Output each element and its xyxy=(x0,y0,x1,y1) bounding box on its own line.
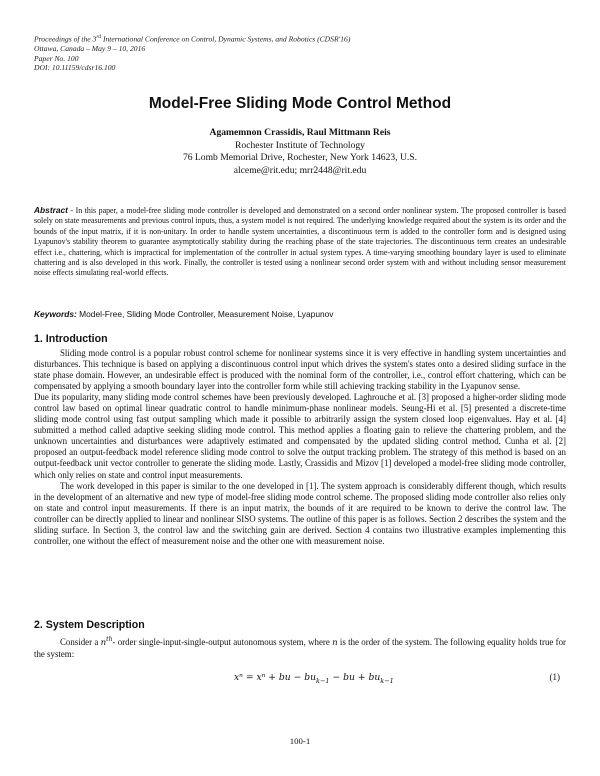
page-number: 100-1 xyxy=(289,736,311,746)
paragraph: The work developed in this paper is similar to the one developed in [1]. The system approach is considerably different though, which results in the development of an alternative and new type of model-free sliding mode control scheme. The proposed sliding mode controller also relies only on state and control input measurements. If there is an input matrix, the bounds of it are required to be known to derive the control law. The controller can be directly applied to linear and nonlinear SISO systems. The outline of this paper is as follows. Section 2 describes the system and the sliding surface. In Section 3, the control law and the switching gain are derived. Section 4 contains two illustrative examples implementing this controller, one without the effect of measurement noise and the other one with measurement noise. xyxy=(34,480,566,546)
introduction-body xyxy=(34,348,566,547)
keywords xyxy=(34,309,566,319)
proceedings-line: Proceedings of the 3rd International Conference on Control, Dynamic Systems, and Robotics (CDSR'16) xyxy=(34,34,351,44)
abstract-text: - In this paper, a model-free sliding mode controller is developed and demonstrated on a second order nonlinear system. The proposed controller is based solely on state measurements and previous control inputs, thus, a system model is not required. The underlying knowledge required about the system is its order and the bounds of the input matrix, if it is non-unitary. In order to handle system uncertainties, a discontinuous term is added to the controller form and is designed using Lyapunov's stability theorem to guarantee asymptotically stability during the reaching phase of the state trajectories. The discontinuous term creates an undesirable effect i.e., chattering, which is impractical for implementation of the controller in actual system types. A time-varying smoothing boundary layer is used to eliminate chattering and is also developed in this work. Finally, the controller is tested using a nonlinear second order system with and without including sensor measurement noise effects simulating real-world effects. xyxy=(34,206,566,278)
abstract-label: Abstract xyxy=(34,205,68,215)
section-heading-introduction: 1. Introduction xyxy=(34,333,108,345)
math-n: $n^{th}$ xyxy=(100,636,113,648)
paragraph: Sliding mode control is a popular robust control scheme for nonlinear systems since it is very effective in handling system uncertainties and disturbances. This technique is based on applying a discontinuous control input which drives the system's states onto a desired sliding surface in the state phase domain. However, an undesirable effect is produced with the nominal form of the controller, i.e., control effort chattering, which can be compensated by applying a smooth boundary layer into the controller form while still achieving tracking stability in the Lyapunov sense. xyxy=(34,348,566,392)
author-institution: Rochester Institute of Technology xyxy=(235,139,365,151)
conference-location: Ottawa, Canada – May 9 – 10, 2016 xyxy=(34,44,146,54)
paragraph: Consider a $n^{th}-$ order single-input-single-output autonomous system, where n is the order of the system. The following equality holds true for the system: xyxy=(34,636,566,659)
equation-body: xⁿ = xⁿ + bu − $bu_{k-1}$ − bu + $bu_{k-1}$ xyxy=(234,672,394,685)
author-names: Agamemnon Crassidis, Raul Mittmann Reis xyxy=(209,127,391,138)
math-n: n xyxy=(332,637,338,648)
author-address: 76 Lomb Memorial Drive, Rochester, New York 14623, U.S. xyxy=(182,152,418,164)
author-emails: alceme@rit.edu; mrr2448@rit.edu xyxy=(233,164,367,176)
doi: DOI: 10.11159/cdsr16.100 xyxy=(34,63,116,73)
paper-number: Paper No. 100 xyxy=(34,53,79,63)
equation-number: (1) xyxy=(549,672,560,682)
keywords-label: Keywords: xyxy=(34,309,77,319)
section-heading-system-description: 2. System Description xyxy=(34,619,145,631)
proceedings-header xyxy=(34,33,574,73)
keywords-text: Model-Free, Sliding Mode Controller, Measurement Noise, Lyapunov xyxy=(76,309,334,319)
author-block xyxy=(0,127,600,177)
equation-1 xyxy=(34,672,566,686)
paper-title: Model-Free Sliding Mode Control Method xyxy=(148,95,452,112)
system-description-body xyxy=(34,634,566,660)
abstract xyxy=(34,205,566,279)
paragraph: Due its popularity, many sliding mode control schemes have been previously developed. Laghrouche et al. [3] proposed a higher-order sliding mode control law based on optimal linear quadratic control to handle minimum-phase nonlinear models. Seung-Hi et al. [5] presented a discrete-time sliding mode control using fast output sampling which made it possible to arbitrarily assign the system closed loop eigenvalues. Hay et al. [4] submitted a method called adaptive seeking sliding mode control. This method applies a floating gain to relieve the chattering problem, and the unknown uncertainties and disturbances were adaptively estimated and compensated by the updated sliding control method. Cunha et al. [2] proposed an output-feedback model reference sliding mode control to solve the output tracking problem. The strategy of this method is based on an output-feedback unit vector controller to generate the sliding mode. Lastly, Crassidis and Mizov [1] developed a model-free sliding mode controller, which only relies on state and control input measurements. xyxy=(34,392,566,480)
